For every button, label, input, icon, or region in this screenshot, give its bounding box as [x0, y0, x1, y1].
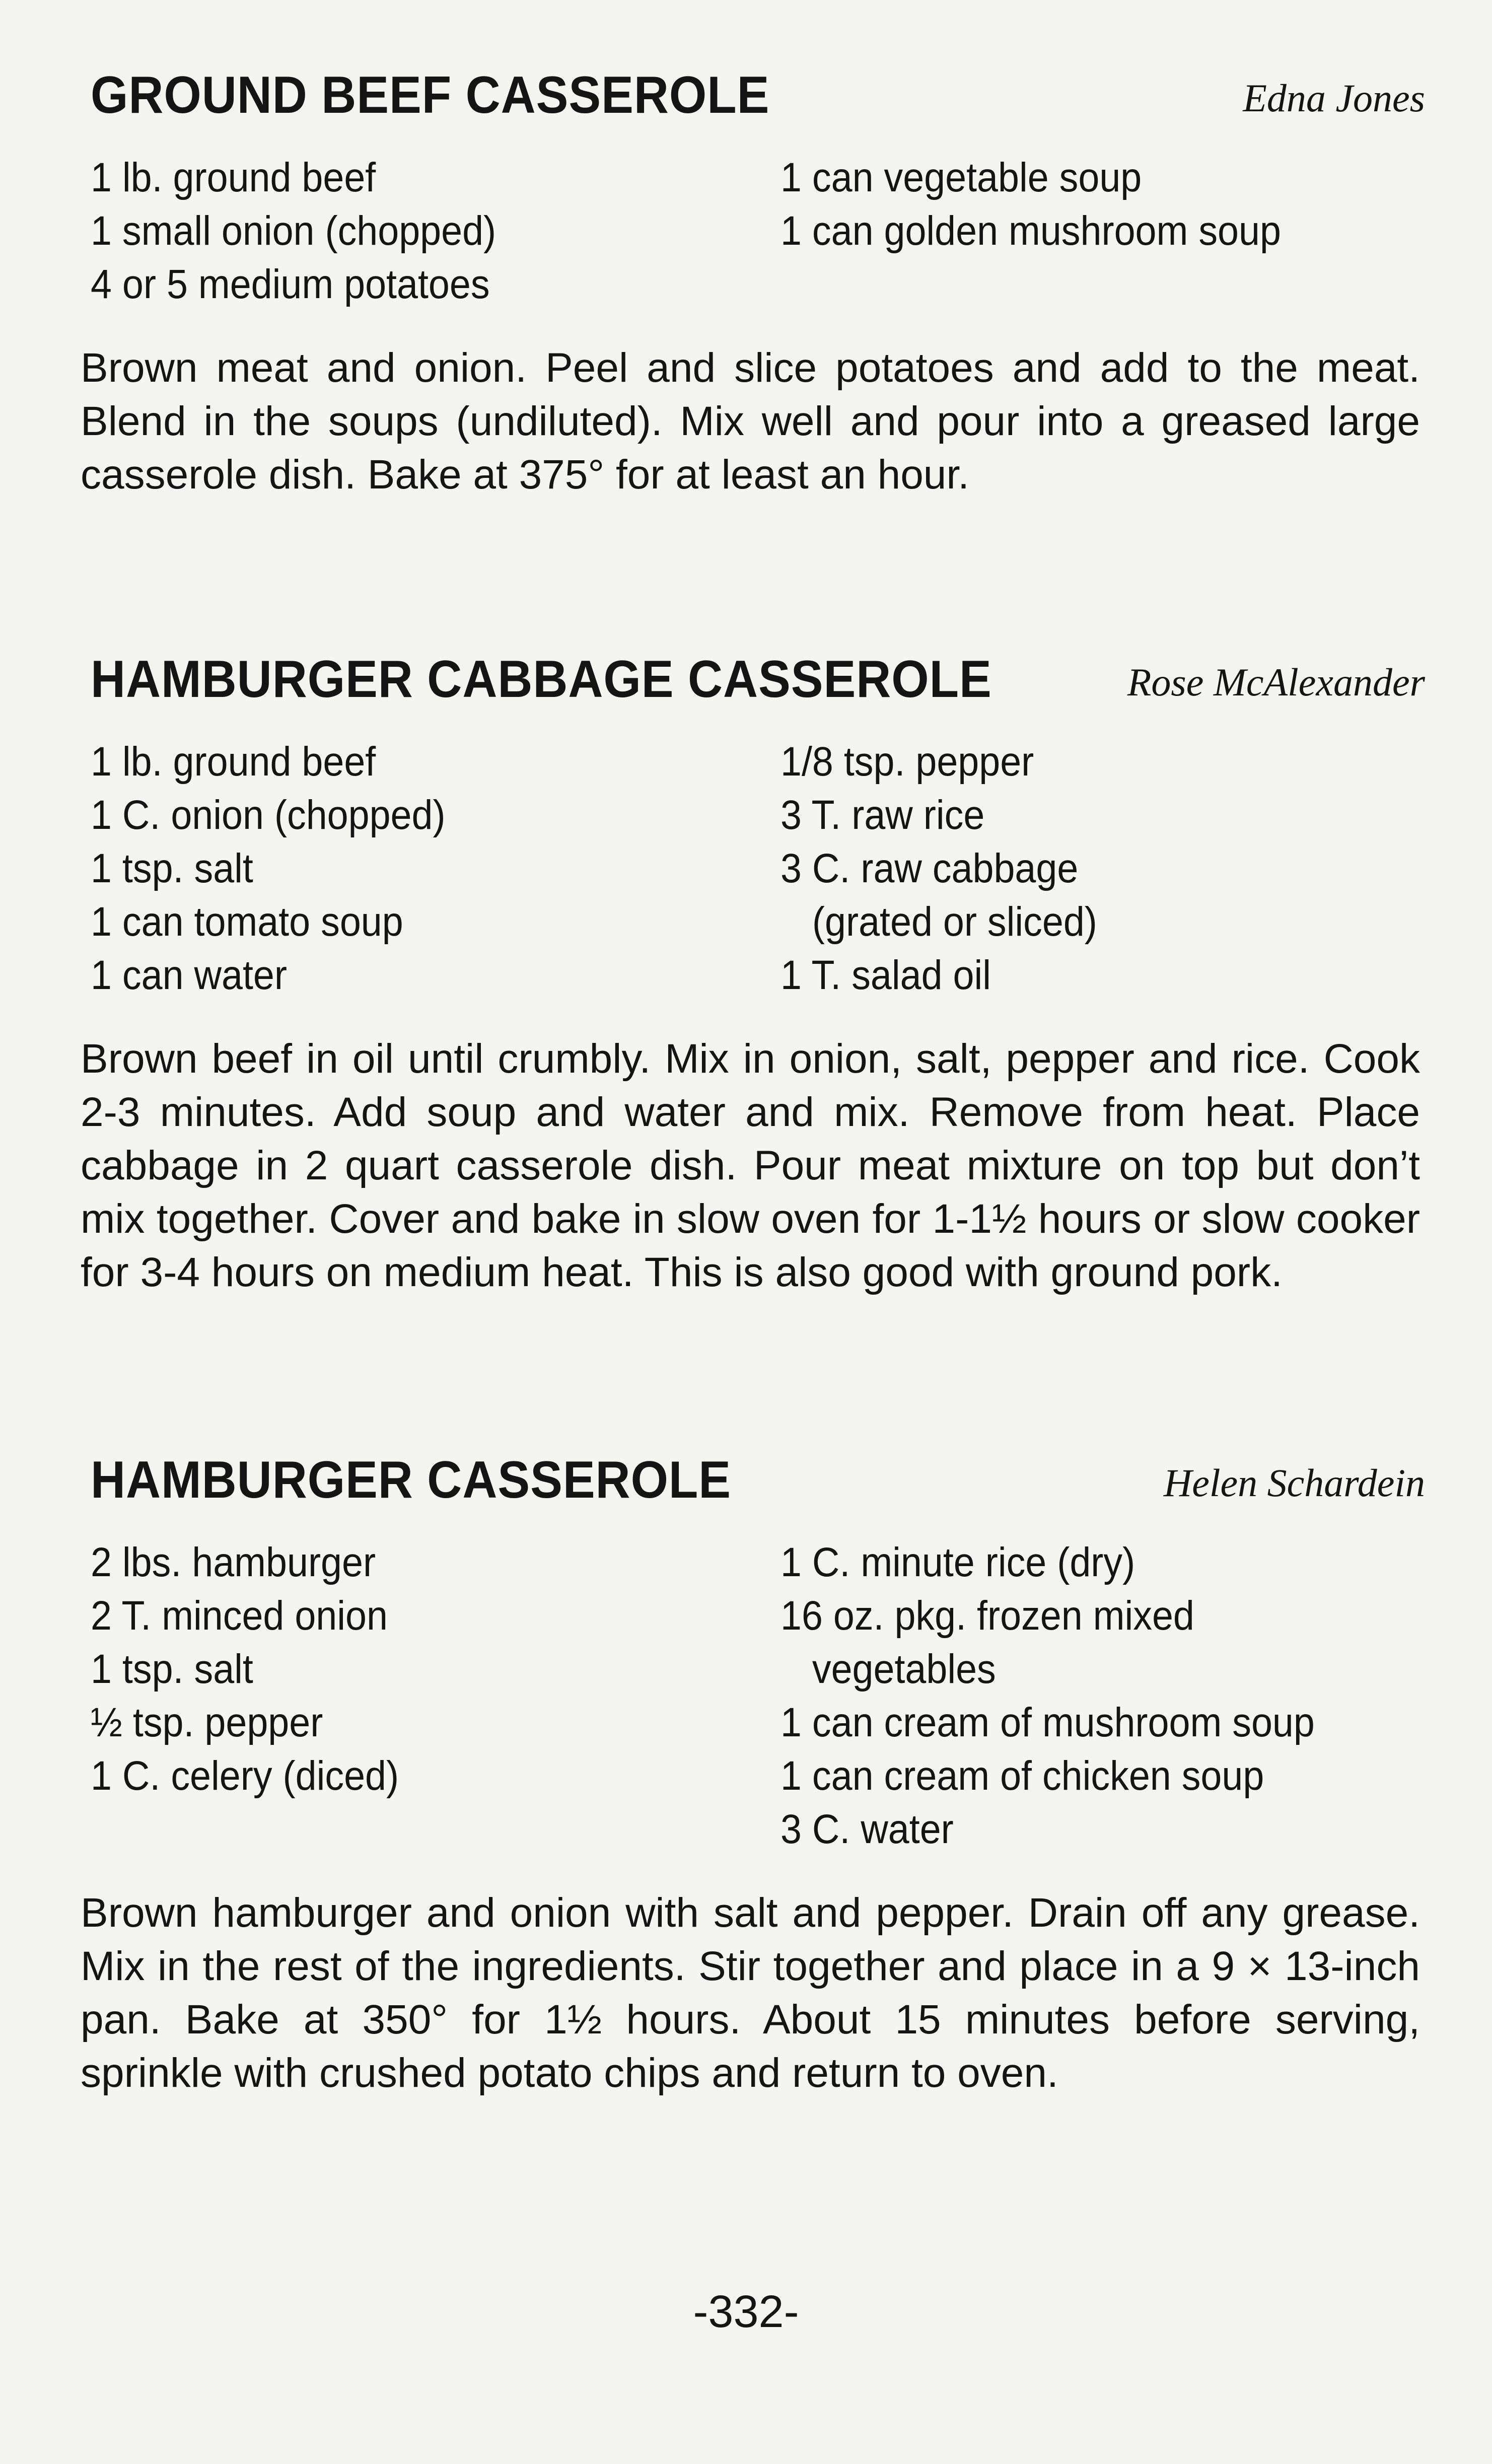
recipe-author: Helen Schardein: [1163, 1461, 1425, 1505]
ingredient-item: 1 tsp. salt: [91, 846, 253, 891]
ingredients: [76, 735, 1425, 1002]
ingredients: [76, 1536, 1425, 1856]
ingredient-item: 1 lb. ground beef: [91, 155, 376, 200]
ingredient-item: (grated or sliced): [780, 899, 1097, 945]
recipe-title: HAMBURGER CASSEROLE: [91, 1451, 732, 1509]
recipe-title: HAMBURGER CABBAGE CASSEROLE: [91, 650, 992, 709]
ingredient-item: 1 can golden mushroom soup: [780, 208, 1281, 254]
recipe-directions: Brown hamburger and onion with salt and pepper. Drain off any grease. Mix in the rest of the ingredients. Stir together and place in a 9 × 13-inch pan. Bake at 350° for 1½ hours. About 15 minutes before serving, sprinkle with crushed potato chips and return to oven.: [81, 1890, 1420, 2096]
ingredient-item: 1 can cream of chicken soup: [780, 1753, 1264, 1799]
ingredient-item: 2 T. minced onion: [91, 1593, 388, 1639]
ingredient-item: 1 small onion (chopped): [91, 208, 496, 254]
recipe-header: [76, 1440, 1425, 1516]
recipe-directions: Brown meat and onion. Peel and slice potatoes and add to the meat. Blend in the soups (undiluted). Mix well and pour into a greased large casserole dish. Bake at 375° for at least an hour.: [81, 345, 1420, 498]
recipe-author: Rose McAlexander: [1127, 660, 1425, 704]
ingredient-item: 1 lb. ground beef: [91, 739, 376, 785]
ingredient-item: 1 can cream of mushroom soup: [780, 1700, 1315, 1745]
recipe-header: [76, 640, 1425, 715]
ingredient-item: 1 tsp. salt: [91, 1646, 253, 1692]
ingredients-left-column: [76, 735, 780, 1002]
recipe-hamburger-cabbage-casserole: [76, 640, 1425, 1299]
ingredient-item: 3 C. water: [780, 1806, 954, 1852]
ingredients: [76, 151, 1425, 311]
ingredients-right-column: [780, 1536, 1425, 1856]
recipe-directions: Brown beef in oil until crumbly. Mix in onion, salt, pepper and rice. Cook 2-3 minutes. Add soup and water and mix. Remove from heat. Place cabbage in 2 quart casserole dish. Pour meat mixture on top but don’t mix together. Cover and bake in slow oven for 1-1½ hours or slow cooker for 3-4 hours on medium heat. This is also good with ground pork.: [81, 1036, 1420, 1295]
ingredient-item: 1 T. salad oil: [780, 952, 991, 998]
ingredient-item: 1/8 tsp. pepper: [780, 739, 1034, 785]
ingredient-item: vegetables: [780, 1646, 996, 1692]
ingredient-item: 1 can tomato soup: [91, 899, 403, 945]
ingredient-item: 1 can vegetable soup: [780, 155, 1142, 200]
ingredient-item: 3 C. raw cabbage: [780, 846, 1079, 891]
recipe-title: GROUND BEEF CASSEROLE: [91, 66, 770, 124]
ingredient-item: 1 C. onion (chopped): [91, 792, 446, 838]
ingredients-left-column: [76, 1536, 780, 1856]
ingredients-right-column: [780, 735, 1425, 1002]
ingredient-item: 3 T. raw rice: [780, 792, 985, 838]
page-number: -332-: [693, 2287, 799, 2337]
ingredient-item: 1 can water: [91, 952, 287, 998]
recipe-header: [76, 55, 1425, 131]
recipe-ground-beef-casserole: [76, 55, 1425, 502]
ingredients-right-column: [780, 151, 1425, 311]
ingredient-item: 2 lbs. hamburger: [91, 1539, 376, 1585]
recipe-author: Edna Jones: [1243, 76, 1425, 120]
ingredient-item: 1 C. celery (diced): [91, 1753, 399, 1799]
recipe-hamburger-casserole: [76, 1440, 1425, 2100]
ingredients-left-column: [76, 151, 780, 311]
ingredient-item: 4 or 5 medium potatoes: [91, 261, 490, 307]
ingredient-item: 1 C. minute rice (dry): [780, 1539, 1135, 1585]
ingredient-item: ½ tsp. pepper: [91, 1700, 323, 1745]
ingredient-item: 16 oz. pkg. frozen mixed: [780, 1593, 1194, 1639]
